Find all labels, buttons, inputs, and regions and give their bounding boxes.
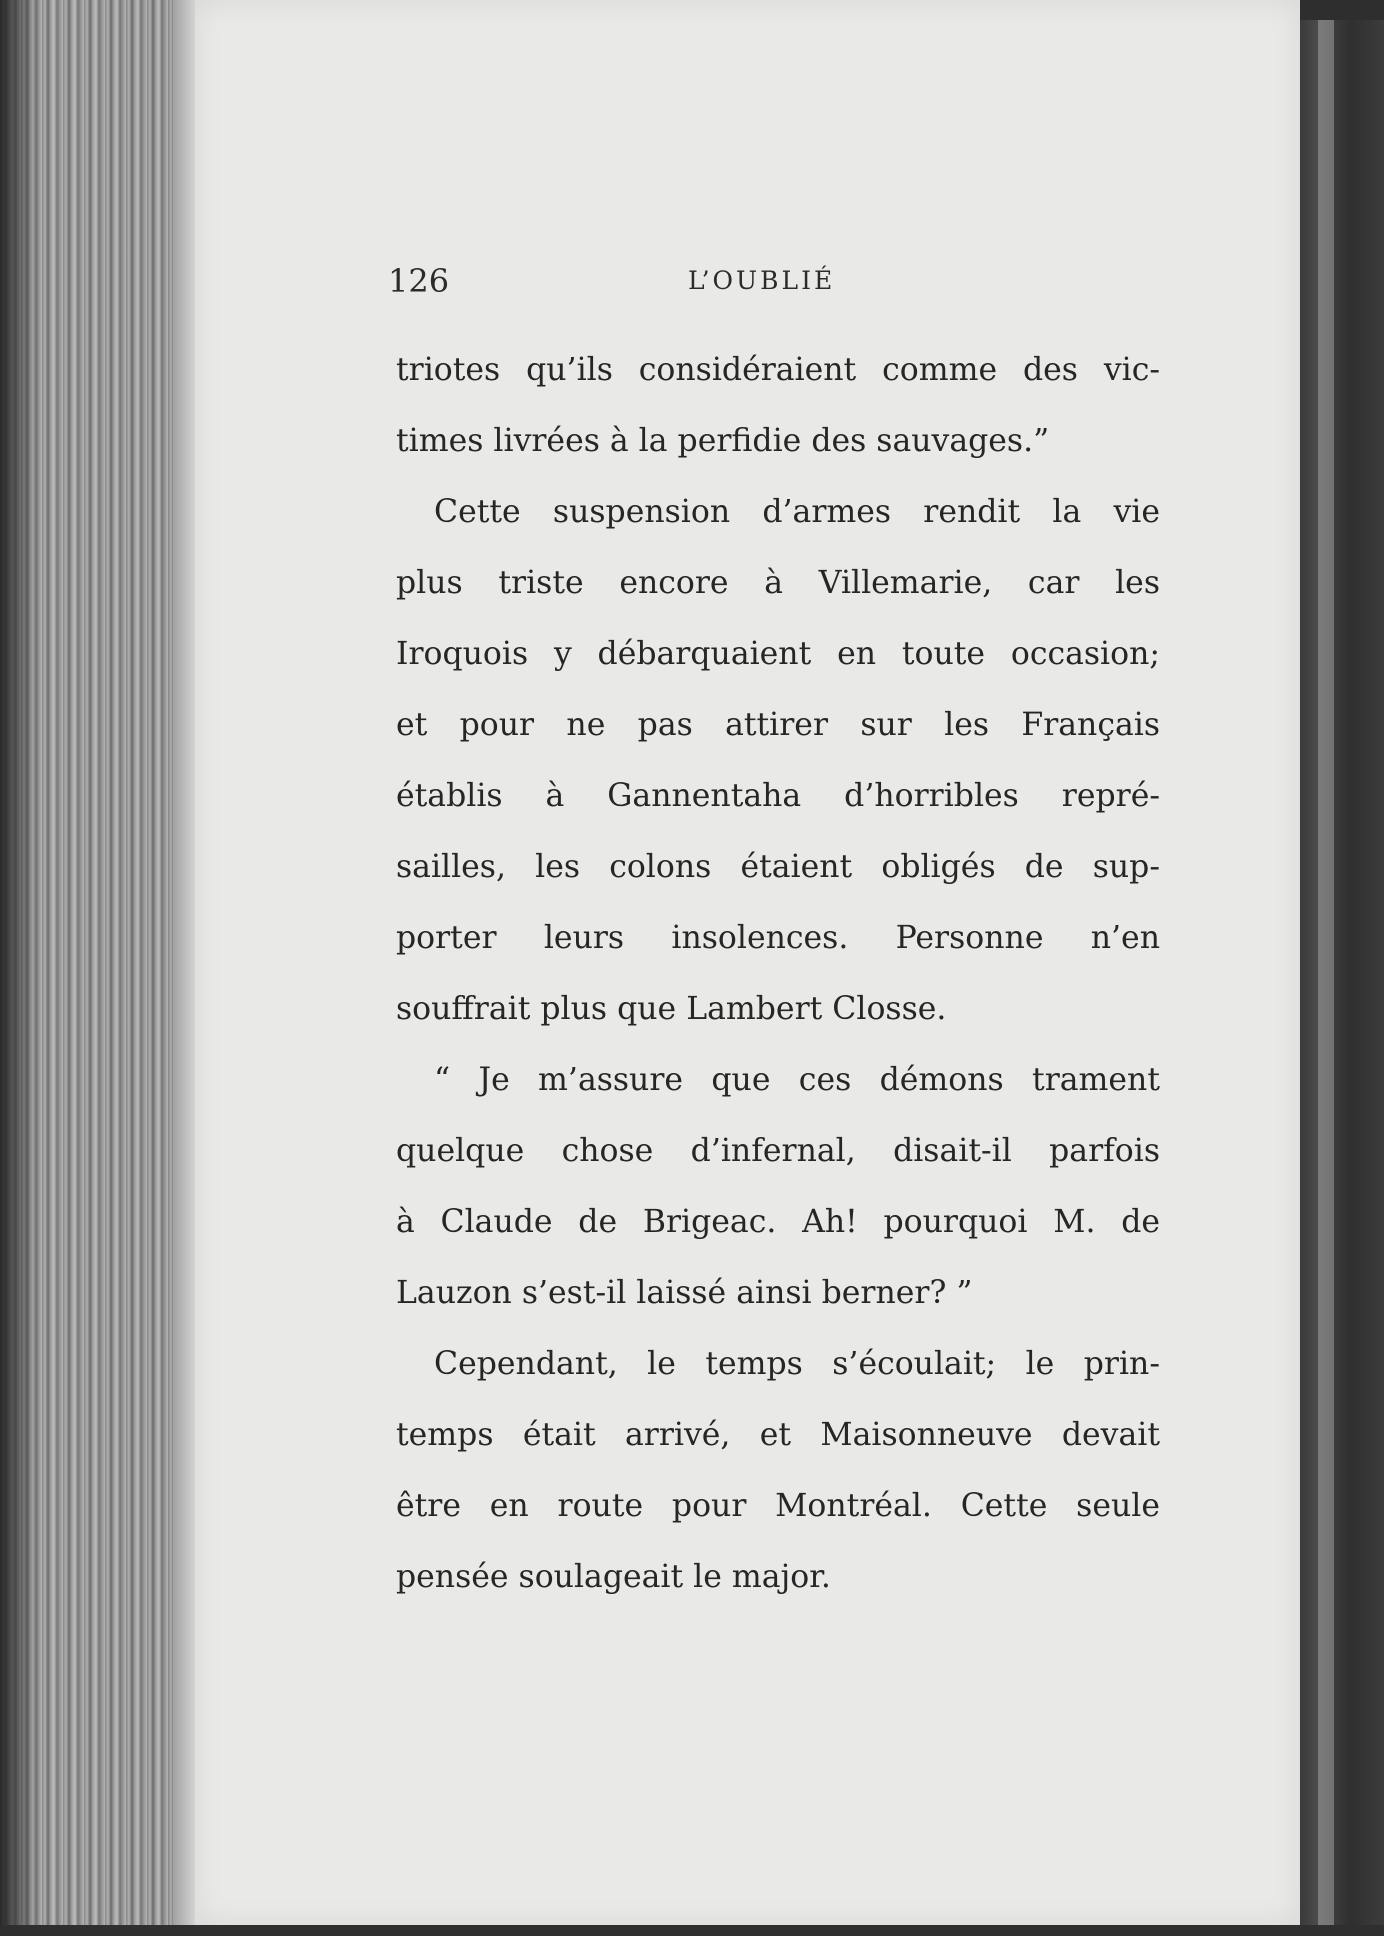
text-line: times livrées à la perfidie des sauvages.” bbox=[396, 423, 1050, 459]
text-line: pensée soulageait le major. bbox=[396, 1559, 831, 1595]
text-line: sailles, les colons étaient obligés de sup- bbox=[396, 849, 1160, 885]
text-line: quelque chose d’infernal, disait-il parfois bbox=[396, 1133, 1160, 1169]
cover-edge bbox=[1300, 20, 1384, 1936]
text-line: et pour ne pas attirer sur les Français bbox=[396, 707, 1160, 743]
text-line: à Claude de Brigeac. Ah! pourquoi M. de bbox=[396, 1204, 1160, 1240]
text-line: Iroquois y débarquaient en toute occasion; bbox=[396, 636, 1160, 672]
text-line: plus triste encore à Villemarie, car les bbox=[396, 565, 1160, 601]
binding-shadow bbox=[0, 0, 40, 1936]
text-line: temps était arrivé, et Maisonneuve devait bbox=[396, 1417, 1160, 1453]
text-line: établis à Gannentaha d’horribles repré- bbox=[396, 778, 1160, 814]
bottom-edge bbox=[0, 1925, 1384, 1936]
page-number: 126 bbox=[388, 262, 450, 300]
text-line: Cette suspension d’armes rendit la vie bbox=[434, 494, 1160, 530]
text-line: triotes qu’ils considéraient comme des vic- bbox=[396, 352, 1160, 388]
running-title: L’OUBLIÉ bbox=[688, 266, 836, 295]
text-line: porter leurs insolences. Personne n’en bbox=[396, 920, 1160, 956]
text-line: Cependant, le temps s’écoulait; le prin- bbox=[434, 1346, 1160, 1382]
text-line: être en route pour Montréal. Cette seule bbox=[396, 1488, 1160, 1524]
body-text bbox=[396, 335, 1160, 1613]
text-line: souffrait plus que Lambert Closse. bbox=[396, 991, 947, 1027]
text-line: Lauzon s’est-il laissé ainsi berner? ” bbox=[396, 1275, 973, 1311]
running-head bbox=[388, 262, 1158, 302]
text-line: “ Je m’assure que ces démons trament bbox=[434, 1062, 1160, 1098]
